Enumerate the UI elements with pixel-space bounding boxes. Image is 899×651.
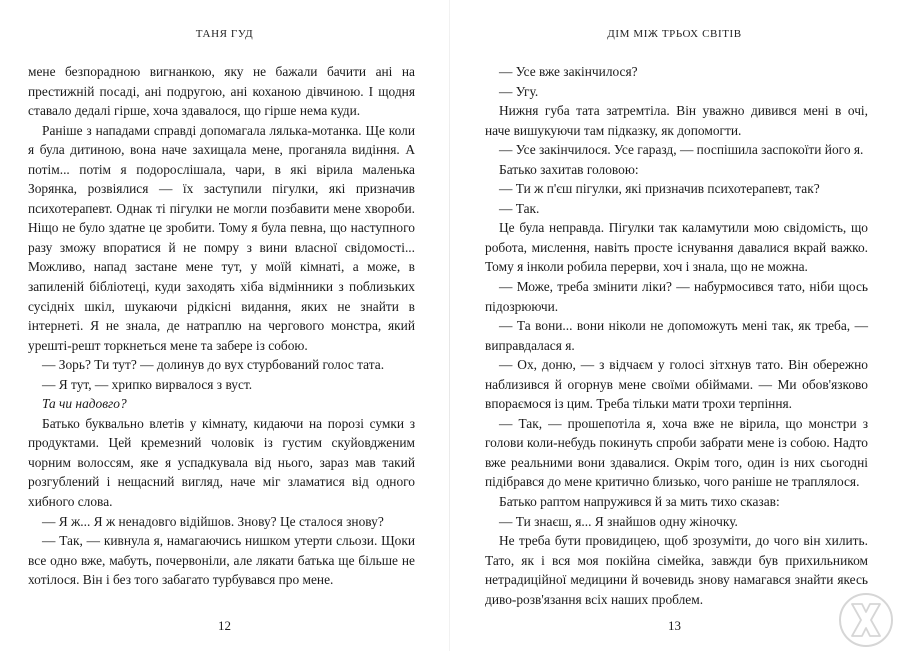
paragraph: — Та вони... вони ніколи не допоможуть мені так, як треба, — виправдалася я. bbox=[485, 318, 868, 353]
page-number-right: 13 bbox=[668, 618, 681, 633]
running-head-left: ТАНЯ ГУД bbox=[195, 28, 254, 40]
paragraph: Раніше з нападами справді допомагала лялька-мотанка. Ще коли я була дитиною, вона наче захищала мене, проганяла видіння. А потім... потім я подорослішала, чари, в які вірила маленька Зорянка, розвіялися — їх заступили пігулки, які призначив психотерапевт. Однак ті пігулки не могли позбавити мене хвороби. Ніщо не було здатне це зробити. Тому я була певна, що наступного разу зможу впоратися й не помру з вини власної свідомості... Можливо, напад застане мене тут, у моїй кімнаті, а може, в запиленій бібліотеці, куди заходять хіба відмінники з поблизьких сусідніх шкіл, шукаючи рідкісні видання, яких не знайти в інтернеті. Я не знала, де натраплю на чергового монстра, який урешті-решт торкнеться мене та забере із собою. bbox=[28, 122, 415, 353]
watermark-circle bbox=[840, 594, 892, 646]
paragraph: Батько раптом напружився й за мить тихо сказав: bbox=[499, 494, 780, 510]
right-page-body bbox=[485, 62, 868, 609]
paragraph: — Ти ж п'єш пігулки, які призначив психотерапевт, так? bbox=[499, 181, 820, 197]
paragraph: — Усе вже закінчилося? bbox=[499, 64, 638, 79]
paragraph: мене безпорадною вигнанкою, яку не бажали бачити ані на престижній посаді, ані подругою, ані коханою дівчиною. І щодня ставало дедалі гірше, хоча здавалося, що гірше нема куди. bbox=[28, 64, 415, 119]
paragraph: — Може, треба змінити ліки? — набурмосився тато, ніби щось підозрюючи. bbox=[485, 279, 868, 314]
paragraph: — Зорь? Ти тут? — долинув до вух стурбований голос тата. bbox=[42, 357, 385, 373]
paragraph: Батько буквально влетів у кімнату, кидаючи на порозі сумки з продуктами. Цей кремезний чоловік із густим скуйовдженим чорним волоссям, яке я успадкувала від нього, зараз мав такий розгублений і нещасний вигляд, наче міг зламатися від одного хибного слова. bbox=[28, 415, 415, 510]
left-page bbox=[0, 0, 449, 651]
page-number-left: 12 bbox=[218, 618, 231, 633]
paragraph: — Так, — прошепотіла я, хоча вже не вірила, що монстри з голови коли-небудь покинуть спроби забрати мене із собою. Надто вже реальними вони здавалися. Окрім того, один із них сьогодні підібрався до мене критично близько, чого раніше не траплялося. bbox=[485, 415, 868, 490]
paragraph: Не треба бути провидицею, щоб зрозуміти, до чого він хилить. Тато, як і вся моя покійна сімейка, завжди був прихильником нетрадиційної медицини й вочевидь знову намагався знайти якесь диво-розв'язання всіх наших проблем. bbox=[485, 533, 868, 607]
running-head-right: ДІМ МІЖ ТРЬОХ СВІТІВ bbox=[607, 28, 742, 40]
paragraph: Це була неправда. Пігулки так каламутили мою свідомість, що робота, мислення, навіть просте існування давалися вкрай важко. Тому я інколи робила перерви, хоч і знала, що не можна. bbox=[485, 220, 868, 275]
x-in-circle-icon bbox=[838, 592, 894, 648]
right-page bbox=[450, 0, 899, 651]
watermark-x bbox=[852, 604, 880, 636]
paragraph: — Ти знаєш, я... Я знайшов одну жіночку. bbox=[499, 513, 738, 529]
left-page-body bbox=[28, 62, 415, 590]
paragraph: — Так. bbox=[499, 200, 540, 216]
paragraph: Батько захитав головою: bbox=[499, 161, 639, 177]
paragraph: — Я ж... Я ж ненадовго відійшов. Знову? Це сталося знову? bbox=[42, 513, 384, 529]
paragraph: — Я тут, — хрипко вирвалося з вуст. bbox=[42, 376, 253, 392]
paragraph-italic: Та чи надовго? bbox=[42, 396, 127, 412]
paragraph: — Усе закінчилося. Усе гаразд, — поспішила заспокоїти його я. bbox=[499, 142, 864, 158]
paragraph: — Ох, доню, — з відчаєм у голосі зітхнув тато. Він обережно наблизився й огорнув мене своїми обіймами. — Ми обов'язково впораємося із цим. Треба тільки мати трохи терпіння. bbox=[485, 357, 868, 412]
paragraph: — Так, — кивнула я, намагаючись нишком утерти сльози. Щоки все одно вже, мабуть, почервоніли, але лякати батька ще більше не хотілося. Він і без того забагато турбувався про мене. bbox=[28, 533, 415, 588]
paragraph: — Угу. bbox=[499, 83, 539, 99]
paragraph: Нижня губа тата затремтіла. Він уважно дивився мені в очі, наче вишукуючи там підказку, як допомогти. bbox=[485, 103, 868, 138]
